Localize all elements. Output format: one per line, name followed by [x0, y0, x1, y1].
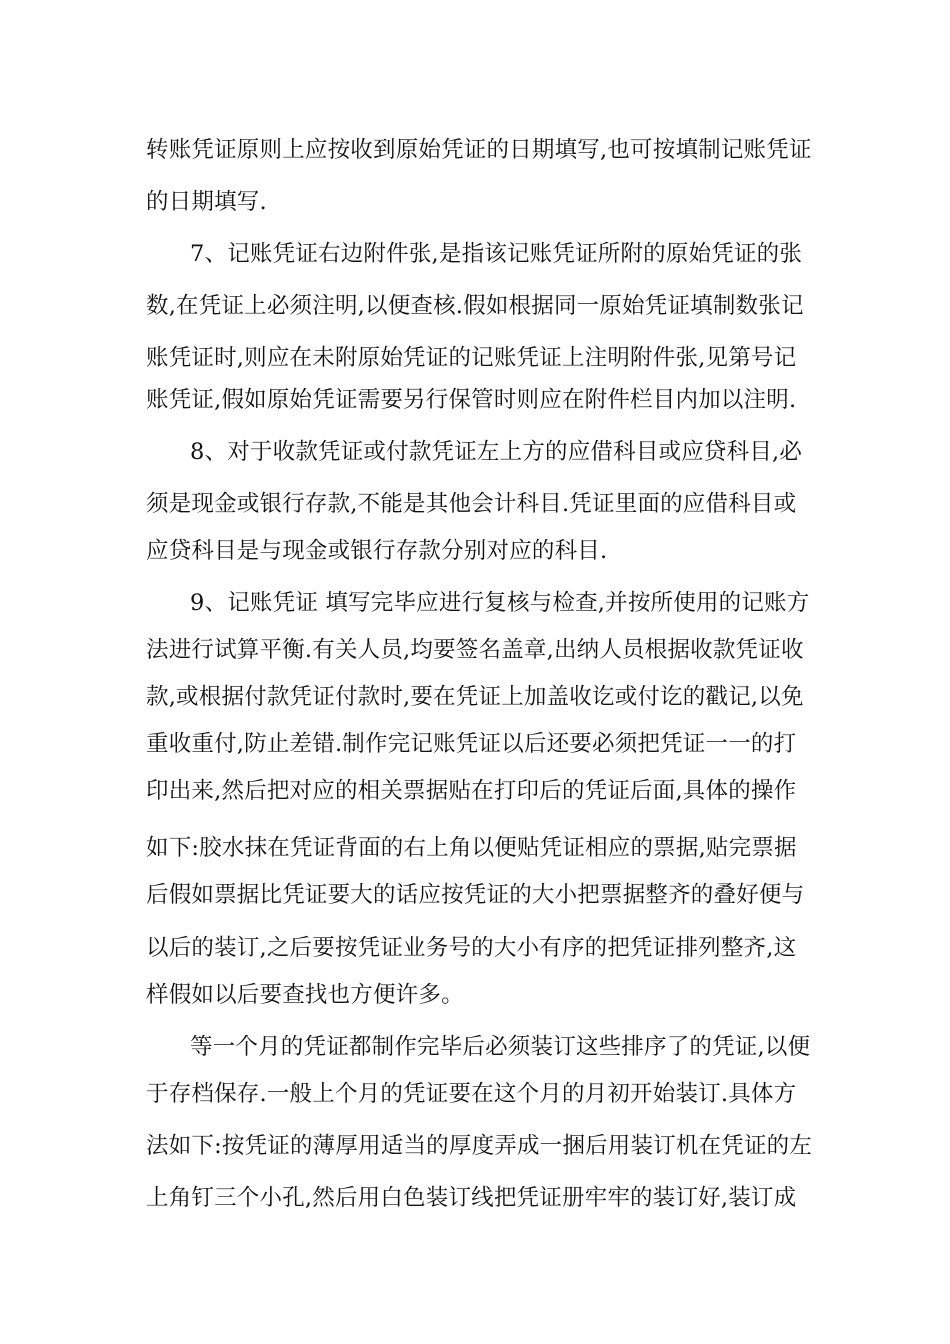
text-line: 以后的装订,之后要按凭证业务号的大小有序的把凭证排列整齐,这	[146, 935, 797, 961]
text-line: 款,或根据付款凭证付款时,要在凭证上加盖收讫或付讫的戳记,以免	[146, 684, 804, 710]
text-line: 转账凭证原则上应按收到原始凭证的日期填写,也可按填制记账凭证	[146, 137, 812, 163]
text-line: 后假如票据比凭证要大的话应按凭证的大小把票据整齐的叠好便与	[146, 882, 805, 908]
text-line: 的日期填写.	[146, 189, 267, 215]
text-line: 上角钉三个小孔,然后用白色装订线把凭证册牢牢的装订好,装订成	[146, 1185, 797, 1211]
text-line: 法如下:按凭证的薄厚用适当的厚度弄成一捆后用装订机在凭证的左	[146, 1133, 813, 1159]
text-line: 账凭证时,则应在未附原始凭证的记账凭证上注明附件张,见第号记	[146, 345, 797, 371]
paragraph-start-line: 7、记账凭证右边附件张,是指该记账凭证所附的原始凭证的张	[190, 241, 803, 267]
paragraph-start-line: 9、记账凭证 填写完毕应进行复核与检查,并按所使用的记账方	[190, 590, 810, 616]
text-line: 须是现金或银行存款,不能是其他会计科目.凭证里面的应借科目或	[146, 491, 797, 517]
paragraph-start-line: 等一个月的凭证都制作完毕后必须装订这些排序了的凭证,以便	[190, 1034, 811, 1060]
text-line: 应贷科目是与现金或银行存款分别对应的科目.	[146, 538, 608, 564]
text-line: 于存档保存.一般上个月的凭证要在这个月的月初开始装订.具体方	[146, 1081, 797, 1107]
text-line: 印出来,然后把对应的相关票据贴在打印后的凭证后面,具体的操作	[146, 778, 797, 804]
text-line: 重收重付,防止差错.制作完记账凭证以后还要必须把凭证一一的打	[146, 731, 797, 757]
text-line: 样假如以后要查找也方便许多。	[146, 982, 464, 1008]
text-line: 如下:胶水抹在凭证背面的右上角以便贴凭证相应的票据,贴完票据	[146, 835, 797, 861]
text-line: 法进行试算平衡.有关人员,均要签名盖章,出纳人员根据收款凭证收	[146, 637, 804, 663]
paragraph-start-line: 8、对于收款凭证或付款凭证左上方的应借科目或应贷科目,必	[190, 439, 803, 465]
text-line: 账凭证,假如原始凭证需要另行保管时则应在附件栏目内加以注明.	[146, 387, 797, 413]
text-line: 数,在凭证上必须注明,以便查核.假如根据同一原始凭证填制数张记	[146, 293, 804, 319]
